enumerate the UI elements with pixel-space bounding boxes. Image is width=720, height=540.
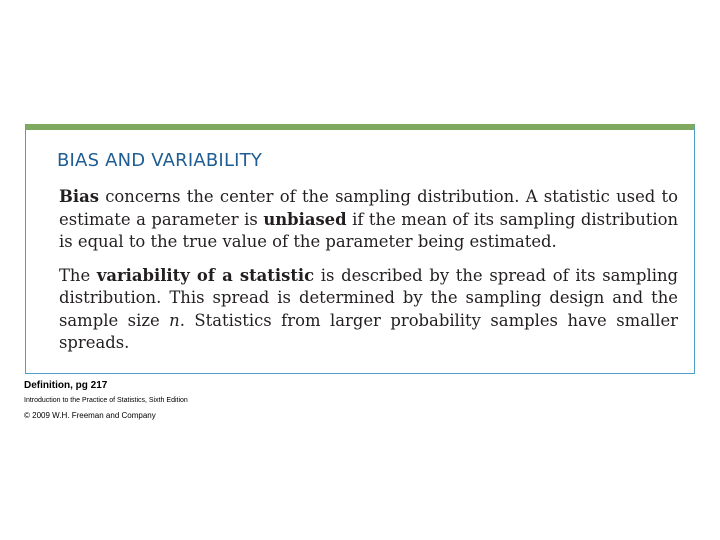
- term-unbiased: unbiased: [263, 209, 347, 229]
- definition-title: BIAS AND VARIABILITY: [57, 150, 263, 171]
- variability-text-2: is described by the spread of its sampling distribution. This spread is determined by the sampling design and the sample size: [59, 265, 678, 330]
- variability-text-1: The: [59, 265, 97, 285]
- definition-box: [25, 124, 695, 374]
- term-variability: variability of a statistic: [96, 265, 315, 285]
- variable-n: n: [169, 310, 180, 330]
- bias-paragraph: [59, 186, 678, 254]
- book-caption: Introduction to the Practice of Statistics, Sixth Edition: [24, 397, 188, 404]
- bias-text-1: concerns the center of the sampling distribution. A statistic used to estimate a parameter is: [59, 187, 678, 229]
- variability-text-3: . Statistics from larger probability samples have smaller spreads.: [59, 310, 678, 352]
- bias-text-2: if the mean of its sampling distribution is equal to the true value of the parameter being estimated.: [59, 209, 679, 251]
- definition-body: [59, 186, 678, 355]
- reference-caption: Definition, pg 217: [24, 380, 108, 391]
- copyright-caption: © 2009 W.H. Freeman and Company: [24, 411, 156, 420]
- term-bias: Bias: [59, 187, 99, 206]
- variability-paragraph: [59, 265, 678, 355]
